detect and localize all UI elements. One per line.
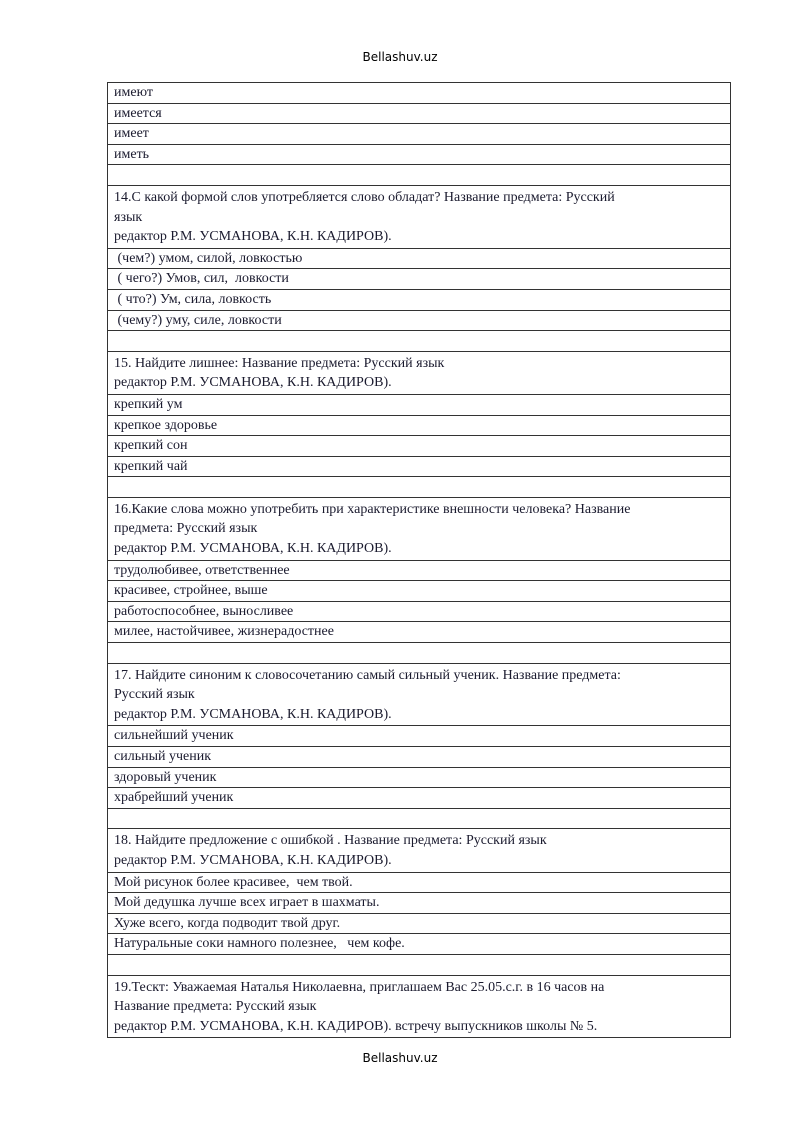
answer-row [108,913,731,934]
answer-row [108,872,731,893]
question-text-line: Название предмета: Русский язык [114,999,317,1015]
answer-option: крепкое здоровье [108,415,731,436]
answer-row [108,726,731,747]
answer-option: милее, настойчивее, жизнерадостнее [108,622,731,643]
answer-option: здоровый ученик [108,767,731,788]
answer-option: (чему?) уму, силе, ловкости [108,310,731,331]
answer-option: Натуральные соки намного полезнее, чем кофе. [108,934,731,955]
spacer-cell [108,954,731,975]
answer-row [108,934,731,955]
question-text-line: редактор Р.М. УСМАНОВА, К.Н. КАДИРОВ). [114,706,392,722]
answer-row [108,601,731,622]
answer-option: храбрейший ученик [108,788,731,809]
answer-row [108,144,731,165]
spacer-row [108,477,731,498]
answer-option: трудолюбивее, ответственнее [108,560,731,581]
answer-row [108,560,731,581]
answer-row [108,103,731,124]
spacer-cell [108,643,731,664]
spacer-cell [108,165,731,186]
question-row [108,351,731,394]
page-footer: Bellashuv.uz [362,1051,438,1065]
answer-row [108,436,731,457]
question-text-line: 15. Найдите лишнее: Название предмета: Русский язык [114,355,445,371]
spacer-row [108,643,731,664]
question-row [108,185,731,248]
question-table [107,82,731,1038]
answer-row [108,767,731,788]
answer-row [108,893,731,914]
spacer-cell [108,477,731,498]
question-cell [108,185,731,248]
question-cell [108,829,731,872]
answer-option: (чем?) умом, силой, ловкостью [108,248,731,269]
question-row [108,975,731,1038]
answer-option: иметь [108,144,731,165]
question-text-line: 16.Какие слова можно употребить при характеристике внешности человека? Название [114,501,631,517]
answer-option: сильный ученик [108,747,731,768]
answer-row [108,747,731,768]
question-text-line: редактор Р.М. УСМАНОВА, К.Н. КАДИРОВ). [114,229,392,245]
question-text-line: редактор Р.М. УСМАНОВА, К.Н. КАДИРОВ). [114,375,392,391]
question-text-line: 19.Тескт: Уважаемая Наталья Николаевна, приглашаем Вас 25.05.с.г. в 16 часов на [114,979,605,995]
answer-row [108,310,731,331]
question-row [108,663,731,726]
question-text-line: редактор Р.М. УСМАНОВА, К.Н. КАДИРОВ). [114,541,392,557]
answer-option: Хуже всего, когда подводит твой друг. [108,913,731,934]
question-cell [108,663,731,726]
answer-option: сильнейший ученик [108,726,731,747]
question-text-line: редактор Р.М. УСМАНОВА, К.Н. КАДИРОВ). встречу выпускников школы № 5. [114,1018,598,1034]
question-cell [108,351,731,394]
answer-row [108,248,731,269]
answer-option: имеют [108,83,731,104]
question-cell [108,497,731,560]
question-text-line: язык [114,209,143,225]
answer-option: работоспособнее, выносливее [108,601,731,622]
spacer-cell [108,808,731,829]
question-table-body [108,83,731,1038]
spacer-row [108,954,731,975]
answer-row [108,622,731,643]
answer-row [108,788,731,809]
spacer-cell [108,331,731,352]
question-text-line: предмета: Русский язык [114,521,258,537]
answer-option: ( чего?) Умов, сил, ловкости [108,269,731,290]
question-text-line: 14.С какой формой слов употребляется слово обладат? Название предмета: Русский [114,189,615,205]
question-row [108,829,731,872]
answer-row [108,289,731,310]
answer-row [108,394,731,415]
spacer-row [108,165,731,186]
answer-option: крепкий чай [108,456,731,477]
question-text-line: редактор Р.М. УСМАНОВА, К.Н. КАДИРОВ). [114,852,392,868]
answer-option: крепкий ум [108,394,731,415]
answer-row [108,269,731,290]
answer-row [108,124,731,145]
spacer-row [108,808,731,829]
answer-option: Мой дедушка лучше всех играет в шахматы. [108,893,731,914]
answer-option: крепкий сон [108,436,731,457]
answer-row [108,456,731,477]
answer-option: красивее, стройнее, выше [108,581,731,602]
question-row [108,497,731,560]
question-text-line: 17. Найдите синоним к словосочетанию самый сильный ученик. Название предмета: [114,667,621,683]
question-text-line: Русский язык [114,687,195,703]
answer-row [108,83,731,104]
answer-option: имеет [108,124,731,145]
spacer-row [108,331,731,352]
question-cell [108,975,731,1038]
page-header: Bellashuv.uz [362,50,438,64]
answer-option: ( что?) Ум, сила, ловкость [108,289,731,310]
answer-row [108,581,731,602]
answer-option: имеется [108,103,731,124]
answer-row [108,415,731,436]
answer-option: Мой рисунок более красивее, чем твой. [108,872,731,893]
question-text-line: 18. Найдите предложение с ошибкой . Название предмета: Русский язык [114,833,547,849]
